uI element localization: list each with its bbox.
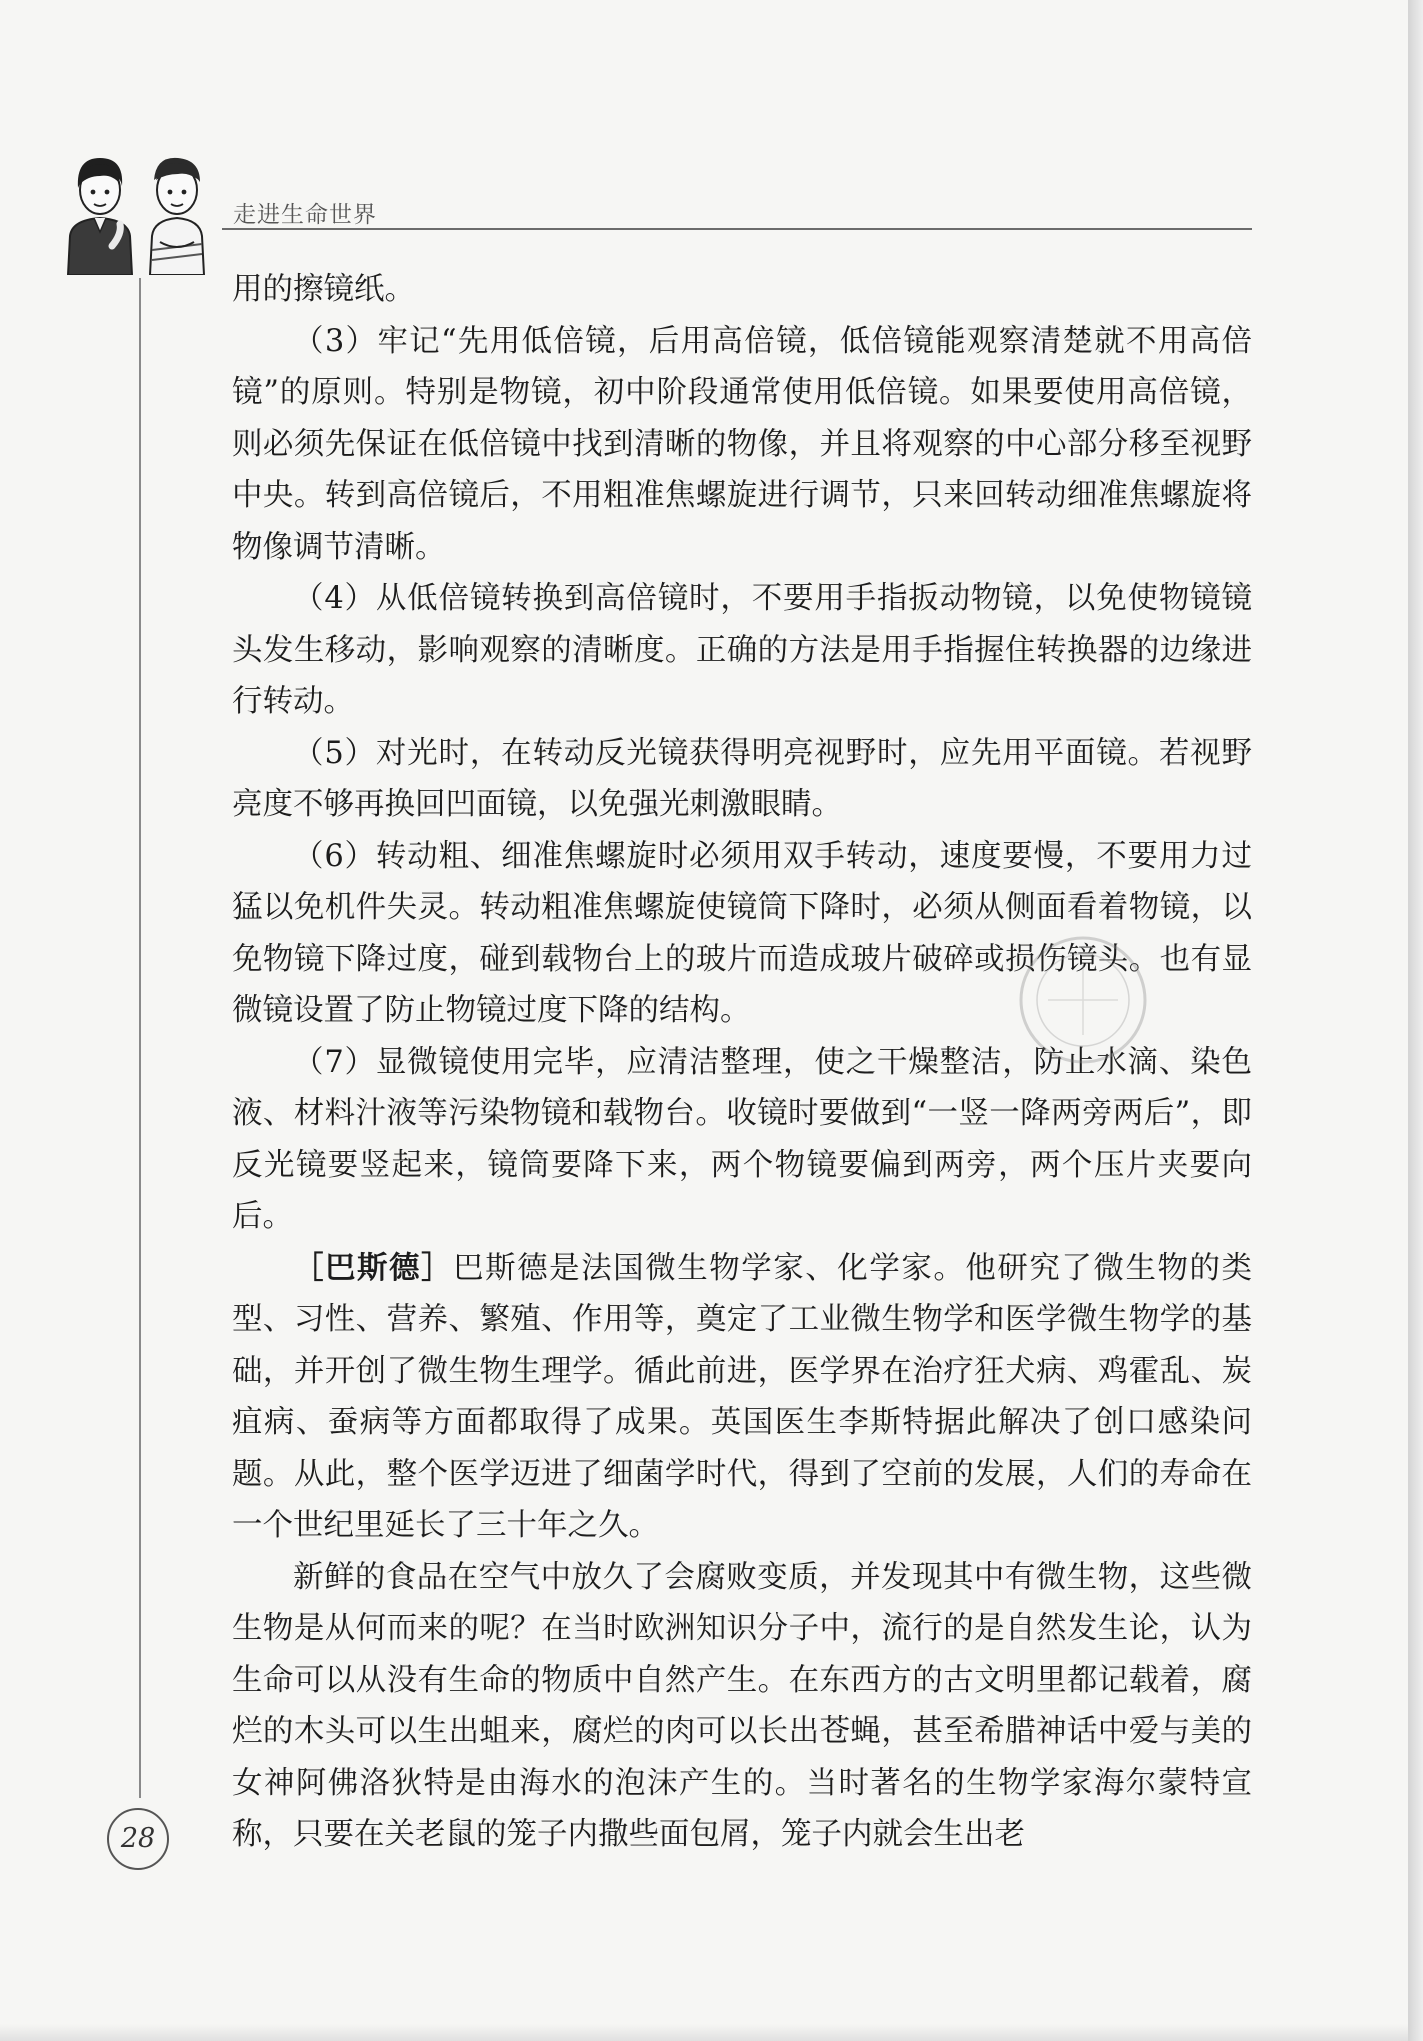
header-divider: [222, 228, 1252, 230]
paragraph-rule-4: （4）从低倍镜转换到高倍镜时，不要用手指扳动物镜，以免使物镜镜头发生移动，影响观察的清晰度。正确的方法是用手指握住转换器的边缘进行转动。: [232, 581, 1252, 719]
page-right-edge: [1408, 0, 1423, 2041]
paragraph-pasteur: [232, 1243, 1252, 1552]
body-text: [232, 264, 1252, 1861]
margin-rule: [139, 278, 141, 1798]
running-header-title: 走进生命世界: [233, 202, 377, 228]
paragraph-pasteur-text: 巴斯德是法国微生物学家、化学家。他研究了微生物的类型、习性、营养、繁殖、作用等，奠定了工业微生物学和医学微生物学的基础，并开创了微生物生理学。循此前进，医学界在治疗狂犬病、鸡霍乱、炭疽病、蚕病等方面都取得了成果。英国医生李斯特据此解决了创口感染问题。从此，整个医学迈进了细菌学时代，得到了空前的发展，人们的寿命在一个世纪里延长了三十年之久。: [232, 1250, 1253, 1543]
paragraph-rule-7: （7）显微镜使用完毕，应清洁整理，使之干燥整洁，防止水滴、染色液、材料汁液等污染物镜和载物台。收镜时要做到“一竖一降两旁两后”，即反光镜要竖起来，镜筒要降下来，两个物镜要偏到两旁，两个压片夹要向后。: [232, 1044, 1252, 1234]
right-student-figure: [150, 158, 204, 275]
paragraph-rule-5: （5）对光时，在转动反光镜获得明亮视野时，应先用平面镜。若视野亮度不够再换回凹面镜，以免强光刺激眼睛。: [232, 735, 1252, 822]
paragraph-rule-6: （6）转动粗、细准焦螺旋时必须用双手转动，速度要慢，不要用力过猛以免机件失灵。转动粗准焦螺旋使镜筒下降时，必须从侧面看着物镜，以免物镜下降过度，碰到载物台上的玻片而造成玻片破碎或损伤镜头。也有显微镜设置了防止物镜过度下降的结构。: [232, 838, 1252, 1028]
term-pasteur: ［巴斯德］: [293, 1250, 454, 1286]
page-number: 28: [107, 1808, 169, 1870]
paragraph-continuation: 用的擦镜纸。: [232, 272, 415, 307]
two-students-illustration-icon: [60, 150, 220, 275]
paragraph-rule-3: （3）牢记“先用低倍镜，后用高倍镜，低倍镜能观察清楚就不用高倍镜”的原则。特别是物镜，初中阶段通常使用低倍镜。如果要使用高倍镜，则必须先保证在低倍镜中找到清晰的物像，并且将观察的中心部分移至视野中央。转到高倍镜后，不用粗准焦螺旋进行调节，只来回转动细准焦螺旋将物像调节清晰。: [232, 323, 1252, 565]
page-bottom-edge: [0, 2024, 1408, 2041]
left-student-figure: [68, 158, 132, 275]
paragraph-spontaneous-generation: 新鲜的食品在空气中放久了会腐败变质，并发现其中有微生物，这些微生物是从何而来的呢？在当时欧洲知识分子中，流行的是自然发生论，认为生命可以从没有生命的物质中自然产生。在东西方的古文明里都记载着，腐烂的木头可以生出蛆来，腐烂的肉可以长出苍蝇，甚至希腊神话中爱与美的女神阿佛洛狄特是由海水的泡沫产生的。当时著名的生物学家海尔蒙特宣称，只要在关老鼠的笼子内撒些面包屑，笼子内就会生出老: [232, 1559, 1252, 1852]
